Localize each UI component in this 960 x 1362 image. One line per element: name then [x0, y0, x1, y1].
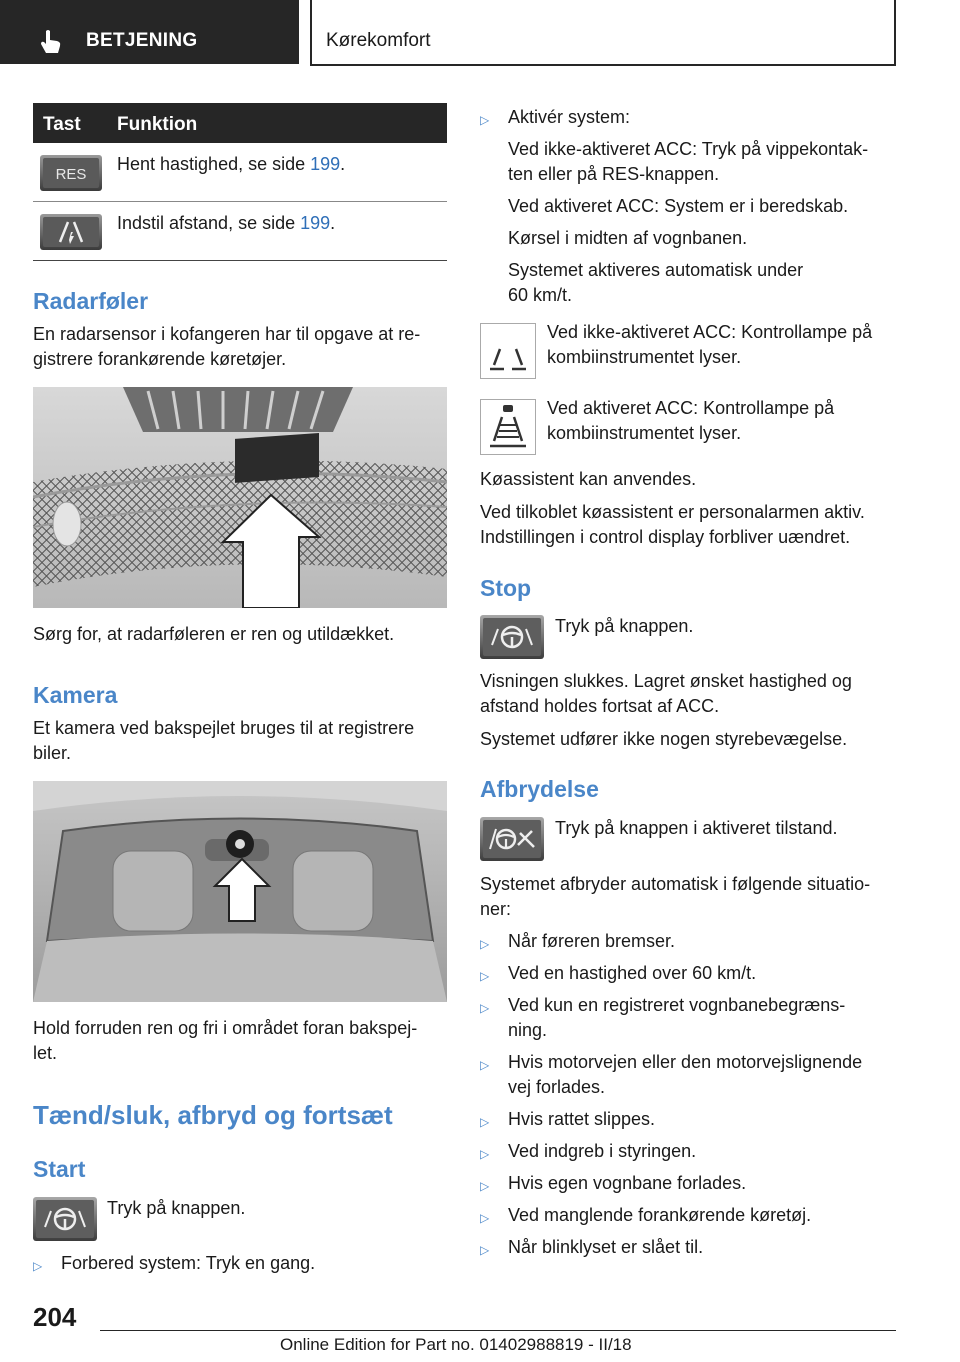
bullet-triangle-icon: ▷: [480, 937, 490, 951]
stop-paragraph-1: Visningen slukkes. Lagret ønsket hastighed og afstand holdes fortsat af ACC.: [480, 671, 852, 716]
interrupt-button-icon: [480, 817, 544, 861]
bullet-triangle-icon: ▷: [480, 969, 490, 983]
bullet-triangle-icon: ▷: [480, 1058, 490, 1072]
chapter-title: Kørekomfort: [326, 30, 431, 51]
list-item: ▷ Forbered system: Tryk en gang.: [33, 1251, 447, 1276]
bullet-triangle-icon: ▷: [480, 1211, 490, 1225]
table-row: [33, 202, 447, 261]
chapter-box: [310, 0, 896, 66]
bullet-triangle-icon: ▷: [480, 1147, 490, 1161]
activate-line-3: Kørsel i midten af vognbanen.: [508, 228, 748, 248]
start-heading: Start: [33, 1156, 86, 1182]
lane-lamp-inactive-icon: [480, 323, 536, 379]
table-row: [33, 143, 447, 202]
bullet-triangle-icon: ▷: [33, 1259, 43, 1273]
row-text: Indstil afstand, se side 199.: [117, 213, 336, 233]
footer-divider: [100, 1330, 896, 1331]
list-item: ▷ Hvis rattet slippes.: [480, 1107, 900, 1132]
page-header: [0, 0, 960, 66]
activate-line-2: Ved aktiveret ACC: System er i beredskab.: [508, 196, 849, 216]
radar-heading: Radarføler: [33, 288, 149, 314]
page-link[interactable]: 199: [310, 154, 341, 174]
key-function-table: [33, 103, 447, 261]
page-link[interactable]: 199: [300, 213, 331, 233]
bullet-triangle-icon: ▷: [480, 1243, 490, 1257]
camera-intro: Et kamera ved bakspejlet bruges til at registrere biler.: [33, 718, 415, 763]
list-item: ▷ Hvis motorvejen eller den motorvejslignende vej forlades.: [480, 1052, 863, 1097]
steering-wheel-button-icon: [480, 615, 544, 659]
radar-intro: En radarsensor i kofangeren har til opgave at re‐ gistrere forankørende køretøjer.: [33, 324, 421, 369]
column-header-function: Funktion: [117, 114, 198, 135]
bullet-triangle-icon: ▷: [480, 1115, 490, 1129]
lamp-active-text: Ved aktiveret ACC: Kontrollampe på kombiinstrumentet lyser.: [547, 398, 835, 443]
page-number: 204: [33, 1302, 77, 1332]
table-header: [33, 103, 447, 143]
interrupt-paragraph: Systemet afbryder automatisk i følgende situatio‐ ner:: [480, 874, 871, 919]
lane-lamp-active-icon: [480, 399, 536, 455]
list-item: ▷ Ved en hastighed over 60 km/t.: [480, 961, 900, 986]
queue-assist-text: Køassistent kan anvendes.: [480, 469, 697, 489]
interrupt-press-text: Tryk på knappen i aktiveret tilstand.: [555, 818, 838, 838]
distance-button-icon: [40, 214, 102, 250]
stop-heading: Stop: [480, 575, 532, 601]
interrupt-heading: Afbrydelse: [480, 776, 599, 802]
list-item: ▷ Ved kun en registreret vognbanebegræns‐ ning.: [480, 995, 846, 1040]
list-item: ▷ Hvis egen vognbane forlades.: [480, 1171, 900, 1196]
stop-paragraph-2: Systemet udfører ikke nogen styrebevægelse.: [480, 729, 848, 749]
camera-illustration: [33, 781, 447, 1002]
res-button-icon: [40, 155, 102, 191]
section-title: BETJENING: [86, 30, 198, 51]
list-item: ▷ Ved manglende forankørende køretøj.: [480, 1203, 900, 1228]
camera-heading: Kamera: [33, 682, 118, 708]
bullet-triangle-icon: ▷: [480, 113, 490, 127]
edition-text: Online Edition for Part no. 01402988819 - II/18: [280, 1335, 632, 1354]
list-item: ▷ Aktivér system:: [480, 105, 900, 130]
list-item: ▷ Ved indgreb i styringen.: [480, 1139, 900, 1164]
radar-sensor-illustration: [33, 387, 447, 608]
list-item: ▷ Når blinklyset er slået til.: [480, 1235, 900, 1260]
queue-assist-note: Ved tilkoblet køassistent er personalarmen aktiv. Indstillingen i control display forbliver uændret.: [480, 502, 865, 547]
bullet-triangle-icon: ▷: [480, 1001, 490, 1015]
column-header-key: Tast: [43, 114, 81, 135]
camera-note: Hold forruden ren og fri i området foran bakspej‐ let.: [33, 1018, 418, 1063]
list-item: ▷ Når føreren bremser.: [480, 929, 900, 954]
section-tab[interactable]: [0, 0, 299, 64]
radar-note: Sørg for, at radarføleren er ren og utildækket.: [33, 624, 395, 644]
lamp-inactive-text: Ved ikke-aktiveret ACC: Kontrollampe på kombiinstrumentet lyser.: [547, 322, 873, 367]
bullet-triangle-icon: ▷: [480, 1179, 490, 1193]
activate-line-1: Ved ikke-aktiveret ACC: Tryk på vippekontak‐ ten eller på RES-knappen.: [508, 139, 869, 184]
start-press-text: Tryk på knappen.: [107, 1198, 246, 1218]
main-heading: Tænd/sluk, afbryd og fortsæt: [33, 1100, 393, 1130]
row-text: Hent hastighed, se side 199.: [117, 154, 346, 174]
svg-text:RES: RES: [55, 166, 87, 183]
hand-pointer-icon: [40, 29, 62, 55]
stop-press-text: Tryk på knappen.: [555, 616, 694, 636]
steering-wheel-button-icon: [33, 1197, 97, 1241]
activate-line-4: Systemet aktiveres automatisk under 60 km/t.: [508, 260, 804, 305]
